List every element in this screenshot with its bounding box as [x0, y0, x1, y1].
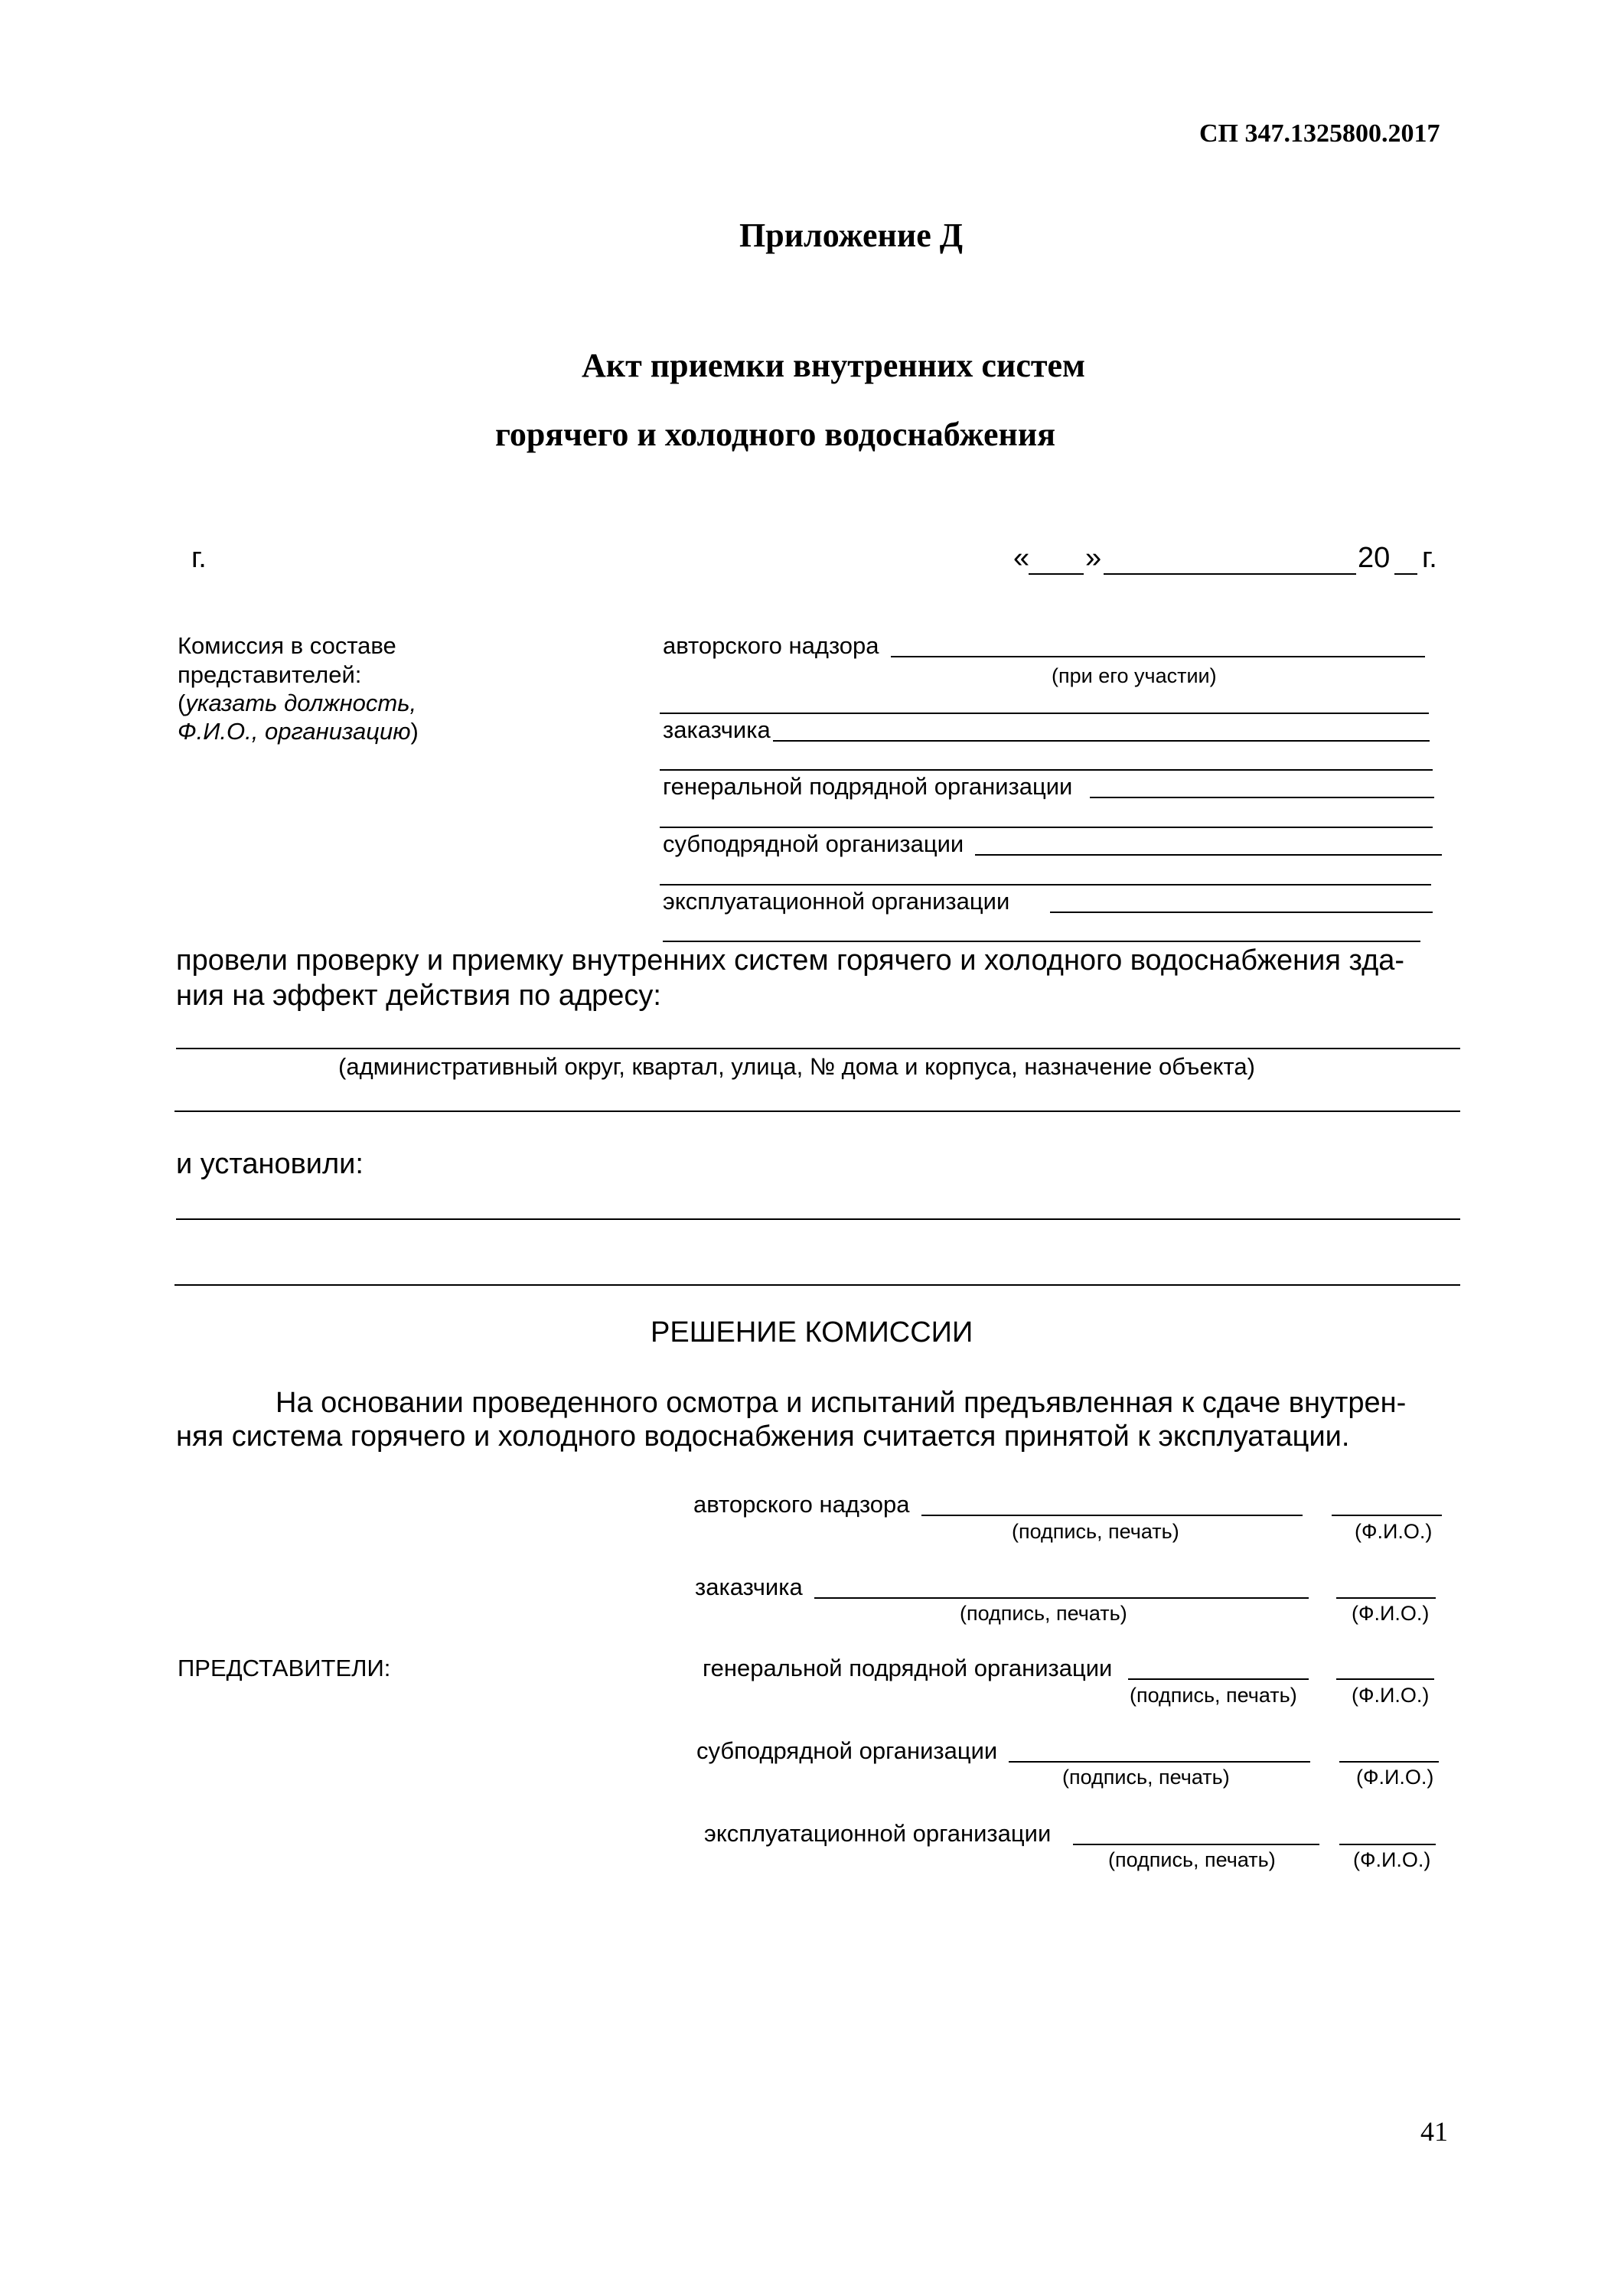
name-field[interactable]: [1339, 1761, 1439, 1763]
signature-org-label: субподрядной организации: [696, 1737, 998, 1764]
commission-customer-label: заказчика: [663, 716, 771, 743]
commission-subcontractor-label: субподрядной организации: [663, 830, 964, 857]
decision-heading: РЕШЕНИЕ КОМИССИИ: [651, 1316, 973, 1349]
appendix-title: Приложение Д: [739, 217, 963, 254]
commission-subcontractor-field[interactable]: [975, 854, 1442, 856]
signature-note: (подпись, печать): [1012, 1520, 1179, 1543]
act-title-line1: Акт приемки внутренних систем: [582, 347, 1085, 384]
act-title-line2: горячего и холодного водоснабжения: [495, 416, 1055, 453]
signature-field[interactable]: [1009, 1761, 1310, 1763]
commission-label-line2: представителей:: [178, 661, 362, 688]
commission-label-line4: Ф.И.О., организацию): [178, 718, 419, 745]
signature-org-label: эксплуатационной организации: [704, 1820, 1052, 1847]
commission-general-contractor-field-cont[interactable]: [660, 827, 1433, 828]
commission-label-line3: (указать должность,: [178, 690, 417, 716]
name-note: (Ф.И.О.): [1352, 1602, 1430, 1625]
commission-customer-field-cont[interactable]: [660, 769, 1433, 771]
signature-note: (подпись, печать): [1108, 1848, 1276, 1871]
signature-note: (подпись, печать): [1062, 1766, 1230, 1789]
commission-general-contractor-field[interactable]: [1090, 797, 1434, 798]
address-field[interactable]: [176, 1048, 1460, 1049]
commission-author-field[interactable]: [891, 656, 1425, 657]
signature-field[interactable]: [921, 1515, 1303, 1516]
name-note: (Ф.И.О.): [1353, 1848, 1431, 1871]
city-label: г.: [191, 542, 207, 574]
signature-note: (подпись, печать): [1130, 1684, 1297, 1707]
signature-field[interactable]: [1073, 1844, 1319, 1845]
signature-org-label: генеральной подрядной организации: [703, 1655, 1113, 1681]
date-year-suffix: г.: [1422, 542, 1437, 574]
name-field[interactable]: [1336, 1597, 1436, 1599]
decision-text-line2: няя система горячего и холодного водоснабжения считается принятой к эксплуатации.: [176, 1420, 1350, 1453]
representatives-label: ПРЕДСТАВИТЕЛИ:: [178, 1655, 391, 1681]
date-quote-open: «: [1013, 542, 1030, 574]
date-month-field[interactable]: [1104, 573, 1356, 575]
commission-operating-org-field-cont[interactable]: [663, 941, 1420, 942]
commission-operating-org-label: эксплуатационной организации: [663, 888, 1010, 915]
commission-label-line1: Комиссия в составе: [178, 632, 396, 659]
name-note: (Ф.И.О.): [1352, 1684, 1430, 1707]
commission-author-field-cont[interactable]: [660, 713, 1429, 714]
signature-field[interactable]: [1128, 1678, 1309, 1680]
name-note: (Ф.И.О.): [1355, 1520, 1433, 1543]
signature-org-label: заказчика: [695, 1574, 803, 1600]
commission-operating-org-field[interactable]: [1050, 912, 1433, 913]
date-year-prefix: 20: [1358, 542, 1391, 574]
name-field[interactable]: [1336, 1678, 1434, 1680]
established-field-2[interactable]: [174, 1284, 1460, 1286]
page-number: 41: [1420, 2116, 1448, 2147]
signature-field[interactable]: [814, 1597, 1309, 1599]
established-field-1[interactable]: [176, 1218, 1460, 1220]
inspection-text-line1: провели проверку и приемку внутренних систем горячего и холодного водоснабжения зда-: [176, 944, 1405, 977]
date-year-field[interactable]: [1394, 573, 1417, 575]
inspection-text-line2: ния на эффект действия по адресу:: [176, 980, 661, 1012]
commission-author-note: (при его участии): [1052, 664, 1217, 687]
signature-org-label: авторского надзора: [693, 1491, 910, 1518]
decision-text-line1: На основании проведенного осмотра и испытаний предъявленная к сдаче внутрен-: [276, 1387, 1407, 1419]
signature-note: (подпись, печать): [960, 1602, 1127, 1625]
address-field-cont[interactable]: [174, 1110, 1460, 1112]
commission-author-label: авторского надзора: [663, 632, 879, 659]
address-note: (административный округ, квартал, улица, № дома и корпуса, назначение объекта): [338, 1053, 1255, 1080]
commission-customer-field[interactable]: [773, 740, 1430, 742]
commission-general-contractor-label: генеральной подрядной организации: [663, 773, 1073, 800]
name-field[interactable]: [1339, 1844, 1436, 1845]
commission-subcontractor-field-cont[interactable]: [660, 884, 1431, 885]
name-field[interactable]: [1332, 1515, 1442, 1516]
document-code: СП 347.1325800.2017: [1199, 119, 1440, 148]
established-label: и установили:: [176, 1148, 364, 1180]
date-quote-close: »: [1085, 542, 1102, 574]
name-note: (Ф.И.О.): [1356, 1766, 1434, 1789]
date-day-field[interactable]: [1029, 573, 1084, 575]
